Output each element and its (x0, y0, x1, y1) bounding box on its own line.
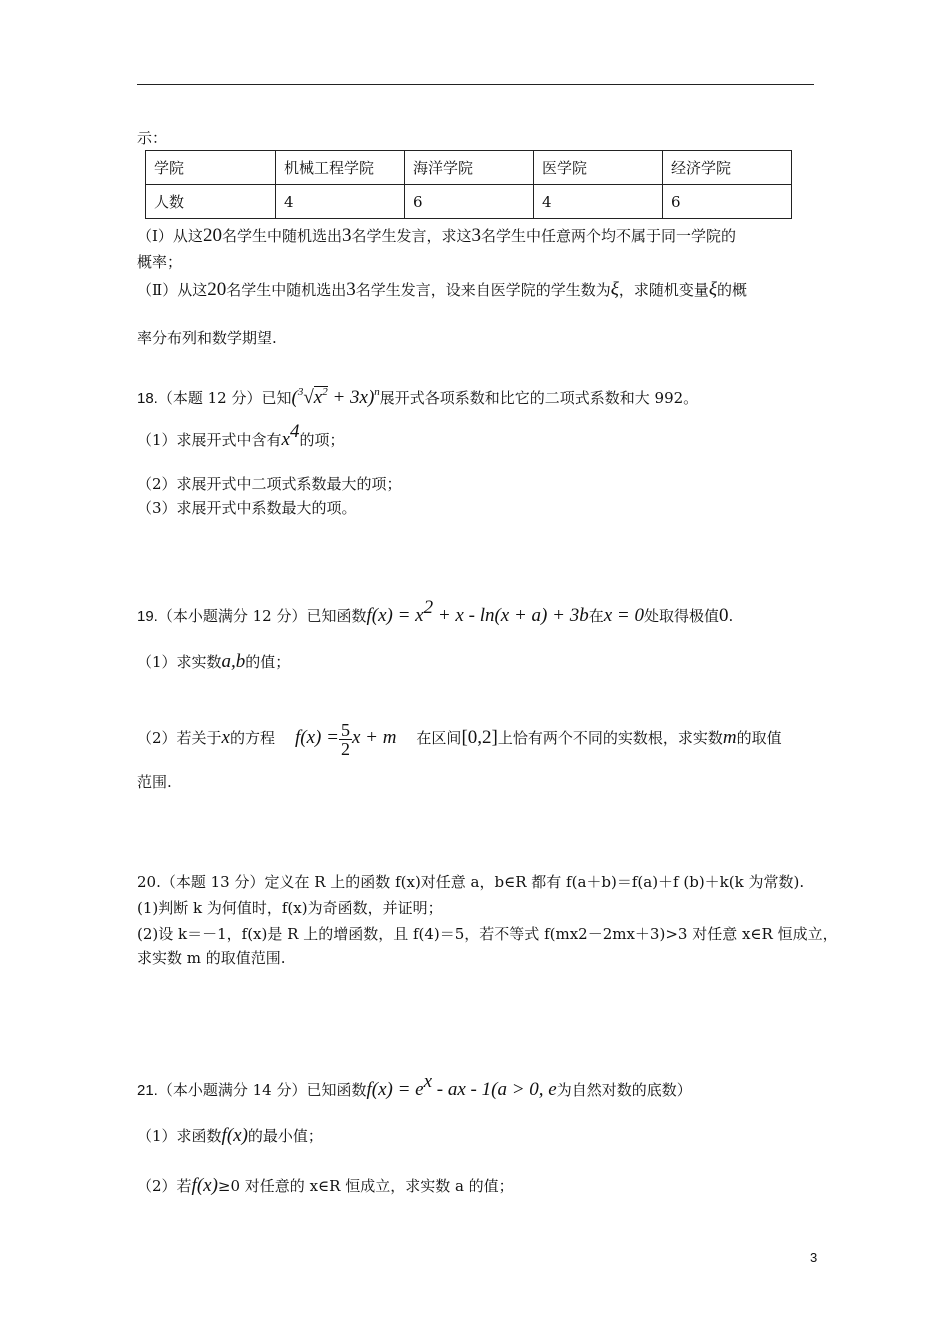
header-rule (137, 84, 814, 85)
table-cell: 机械工程学院 (276, 151, 405, 185)
problem-18-part2: （2）求展开式中二项式系数最大的项； (137, 475, 402, 493)
table-cell: 4 (534, 185, 663, 219)
problem-18-part1: （1）求展开式中含有$x^4$的项； (137, 421, 345, 450)
question-II-line1: （Ⅱ）从这20名学生中随机选出3名学生发言，设来自医学院的学生数为ξ，求随机变量ξ的概 (137, 279, 748, 300)
problem-18-part3: （3）求展开式中系数最大的项。 (137, 499, 357, 517)
page-number: 3 (810, 1250, 818, 1265)
college-table (145, 150, 792, 219)
problem-19-head: 19.（本小题满分 12 分）已知函数$f(x) = x^2 + x - \ln(x + a) + 3b$在x = 0处取得极值0. (137, 597, 734, 626)
problem-20-line2: (1)判断 k 为何值时，f(x)为奇函数，并证明； (137, 899, 443, 917)
problem-21-head: 21.（本小题满分 14 分）已知函数$f(x) = e^x$ - ax - 1(a > 0, e为自然对数的底数） (137, 1071, 692, 1100)
question-I-line2: 概率； (137, 253, 183, 271)
table-cell: 经济学院 (663, 151, 792, 185)
table-cell: 4 (276, 185, 405, 219)
problem-21-part1: （1）求函数f(x)的最小值； (137, 1125, 323, 1146)
intro-text: 示： (137, 129, 168, 147)
problem-20-line3: (2)设 k＝－1，f(x)是 R 上的增函数，且 f(4)＝5，若不等式 f(mx2－2mx＋3)>3 对任意 x∈R 恒成立， (137, 925, 838, 943)
problem-20-line1: 20.（本题 13 分）定义在 R 上的函数 f(x)对任意 a，b∈R 都有 f(a＋b)＝f(a)＋f (b)＋k(k 为常数). (137, 873, 805, 891)
problem-19-part1: （1）求实数a,b的值； (137, 651, 291, 672)
table-cell: 6 (405, 185, 534, 219)
problem-19-part2-cont: 范围. (137, 773, 172, 791)
fraction: $\frac{5}{2}$ (340, 719, 350, 759)
table-cell: 人数 (146, 185, 276, 219)
table-cell: 海洋学院 (405, 151, 534, 185)
table-cell: 6 (663, 185, 792, 219)
table-cell: 学院 (146, 151, 276, 185)
question-I-line1: （Ⅰ）从这20名学生中随机选出3名学生发言，求这3名学生中任意两个均不属于同一学院的 (137, 225, 736, 246)
problem-21-part2: （2）若f(x)≥0 对任意的 x∈R 恒成立，求实数 a 的值； (137, 1175, 514, 1196)
table-row (146, 185, 792, 219)
problem-20-line4: 求实数 m 的取值范围. (137, 949, 286, 967)
table-row (146, 151, 792, 185)
question-II-line2: 率分布列和数学期望. (137, 329, 277, 347)
table-cell: 医学院 (534, 151, 663, 185)
problem-19-part2: （2）若关于x的方程 f(x) = $\frac{5}{2}$ x + m 在区间[0,2]上恰有两个不同的实数根，求实数m的取值 (137, 719, 782, 759)
problem-18-head: 18.（本题 12 分）已知$(^3√x^2 + 3x)^n$展开式各项系数和比它的二项式系数和大 992。 (137, 386, 699, 408)
